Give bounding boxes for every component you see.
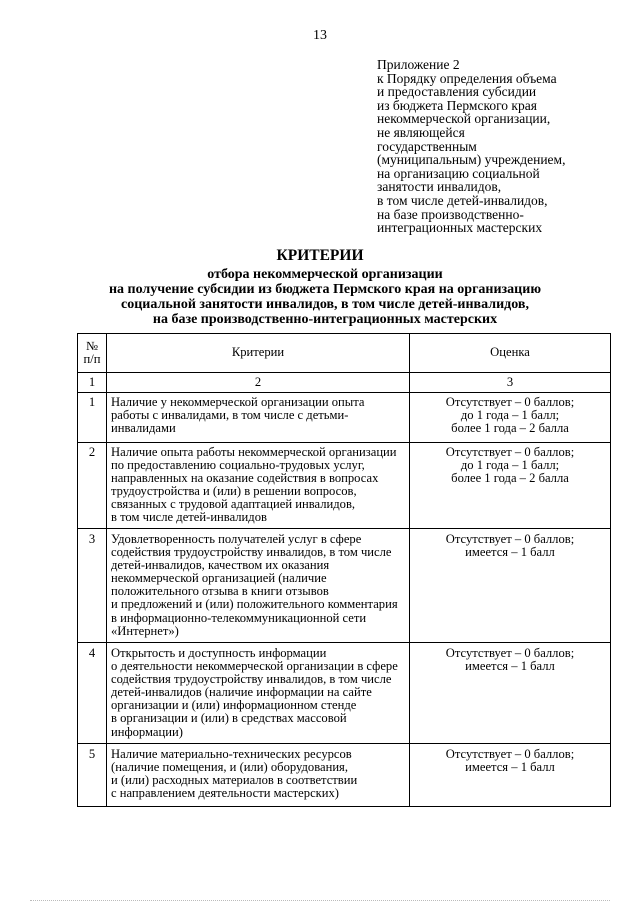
table-row	[78, 744, 611, 807]
table-row	[78, 443, 611, 529]
criteria-line: по предоставлению социально-трудовых услуг,	[111, 458, 365, 473]
criteria-line: в том числе детей-инвалидов	[111, 510, 267, 525]
table-row	[78, 393, 611, 443]
criteria-line: Удовлетворенность получателей услуг в сфере	[111, 532, 362, 546]
criteria-line: с направлением деятельности мастерских)	[111, 786, 340, 801]
appendix-line: Приложение 2	[377, 57, 460, 72]
index-cell: 1	[78, 373, 107, 393]
row-number: 5	[78, 744, 107, 807]
table-row	[78, 529, 611, 643]
row-number: 2	[78, 443, 107, 529]
table-row	[78, 643, 611, 744]
subtitle-line: отбора некоммерческой организации	[207, 267, 443, 282]
index-cell: 3	[410, 373, 611, 393]
criteria-line: о деятельности некоммерческой организации в сфере	[111, 659, 398, 674]
criteria-line: в организации и (или) в средствах массовой	[111, 711, 347, 726]
subtitle-line: социальной занятости инвалидов, в том числе детей-инвалидов,	[121, 297, 529, 312]
criteria-line: положительного отзыва в книги отзывов	[111, 584, 329, 599]
row-score	[410, 443, 611, 529]
criteria-line: детей-инвалидов (наличие информации на сайте	[111, 685, 372, 700]
row-criteria	[107, 643, 410, 744]
appendix-line: на организацию социальной	[377, 165, 540, 181]
criteria-line: направленных на оказание содействия в вопросах	[111, 471, 379, 486]
appendix-line: в том числе детей-инвалидов,	[377, 192, 548, 208]
row-number: 3	[78, 529, 107, 643]
index-cell: 2	[107, 373, 410, 393]
row-number: 1	[78, 393, 107, 443]
header-number-line: п/п	[83, 352, 101, 366]
header-number	[78, 334, 107, 373]
row-score	[410, 529, 611, 643]
page-number: 13	[313, 28, 327, 43]
appendix-line: к Порядку определения объема	[377, 70, 557, 86]
score-line: Отсутствует – 0 баллов;	[445, 532, 575, 546]
appendix-line: государственным	[377, 138, 477, 154]
criteria-line: организации и (или) информационном стенде	[111, 698, 357, 713]
appendix-line: занятости инвалидов,	[377, 179, 502, 195]
criteria-line: связанных с трудовой адаптацией инвалидов,	[111, 497, 356, 512]
criteria-line: Наличие материально-технических ресурсов	[111, 747, 352, 761]
row-criteria	[107, 393, 410, 443]
table-header-row	[78, 334, 611, 373]
criteria-line: (наличие помещения, и (или) оборудования,	[111, 760, 348, 775]
score-line: более 1 года – 2 балла	[451, 421, 569, 436]
header-score: Оценка	[410, 334, 611, 373]
score-line: более 1 года – 2 балла	[451, 471, 569, 486]
criteria-line: работы с инвалидами, в том числе с детьми-	[111, 408, 349, 423]
criteria-line: Открытость и доступность информации	[111, 646, 327, 660]
criteria-line: Наличие у некоммерческой организации опыта	[111, 395, 365, 409]
criteria-line: Наличие опыта работы некоммерческой организации	[111, 445, 397, 459]
scan-edge-divider	[30, 900, 610, 901]
appendix-line: на базе производственно-	[377, 206, 524, 222]
row-number: 4	[78, 643, 107, 744]
subtitle-line: на базе производственно-интеграционных мастерских	[152, 312, 498, 327]
row-criteria	[107, 744, 410, 807]
document-title: КРИТЕРИИ	[276, 247, 364, 264]
score-line: Отсутствует – 0 баллов;	[445, 445, 575, 459]
appendix-line: и предоставления субсидии	[377, 84, 537, 100]
criteria-line: в информационно-телекоммуникационной сети	[111, 610, 367, 625]
row-criteria	[107, 443, 410, 529]
criteria-line: содействия трудоустройству инвалидов, в том числе	[111, 672, 392, 687]
criteria-line: инвалидами	[111, 421, 176, 436]
appendix-line: некоммерческой организации,	[377, 111, 551, 127]
row-score	[410, 393, 611, 443]
document-subtitle	[60, 267, 590, 327]
row-criteria	[107, 529, 410, 643]
appendix-line: из бюджета Пермского края	[377, 97, 537, 113]
row-score	[410, 643, 611, 744]
score-line: до 1 года – 1 балл;	[460, 408, 560, 423]
appendix-line: (муниципальным) учреждением,	[377, 152, 566, 168]
score-line: имеется – 1 балл	[465, 545, 555, 560]
criteria-line: трудоустройства и (или) в решении вопросов,	[111, 484, 357, 499]
score-line: имеется – 1 балл	[465, 760, 555, 775]
score-line: Отсутствует – 0 баллов;	[445, 395, 575, 409]
header-criteria: Критерии	[107, 334, 410, 373]
table-index-row	[78, 373, 611, 393]
criteria-line: и предложений и (или) положительного комментария	[111, 597, 398, 612]
subtitle-line: на получение субсидии из бюджета Пермского края на организацию	[108, 282, 542, 297]
appendix-line: не являющейся	[377, 124, 465, 140]
row-score	[410, 744, 611, 807]
score-line: до 1 года – 1 балл;	[460, 458, 560, 473]
appendix-line: интеграционных мастерских	[377, 220, 543, 236]
criteria-line: детей-инвалидов, качеством их оказания	[111, 558, 330, 573]
criteria-line: и (или) расходных материалов в соответствии	[111, 773, 358, 788]
score-line: Отсутствует – 0 баллов;	[445, 646, 575, 660]
criteria-line: содействия трудоустройству инвалидов, в том числе	[111, 545, 392, 560]
score-line: Отсутствует – 0 баллов;	[445, 747, 575, 761]
criteria-line: информации)	[111, 724, 183, 739]
appendix-note	[377, 58, 627, 235]
criteria-line: «Интернет»)	[111, 623, 179, 638]
score-line: имеется – 1 балл	[465, 659, 555, 674]
criteria-table	[77, 333, 611, 807]
header-number-line: №	[85, 338, 99, 353]
criteria-line: некоммерческой организацией (наличие	[111, 571, 327, 586]
